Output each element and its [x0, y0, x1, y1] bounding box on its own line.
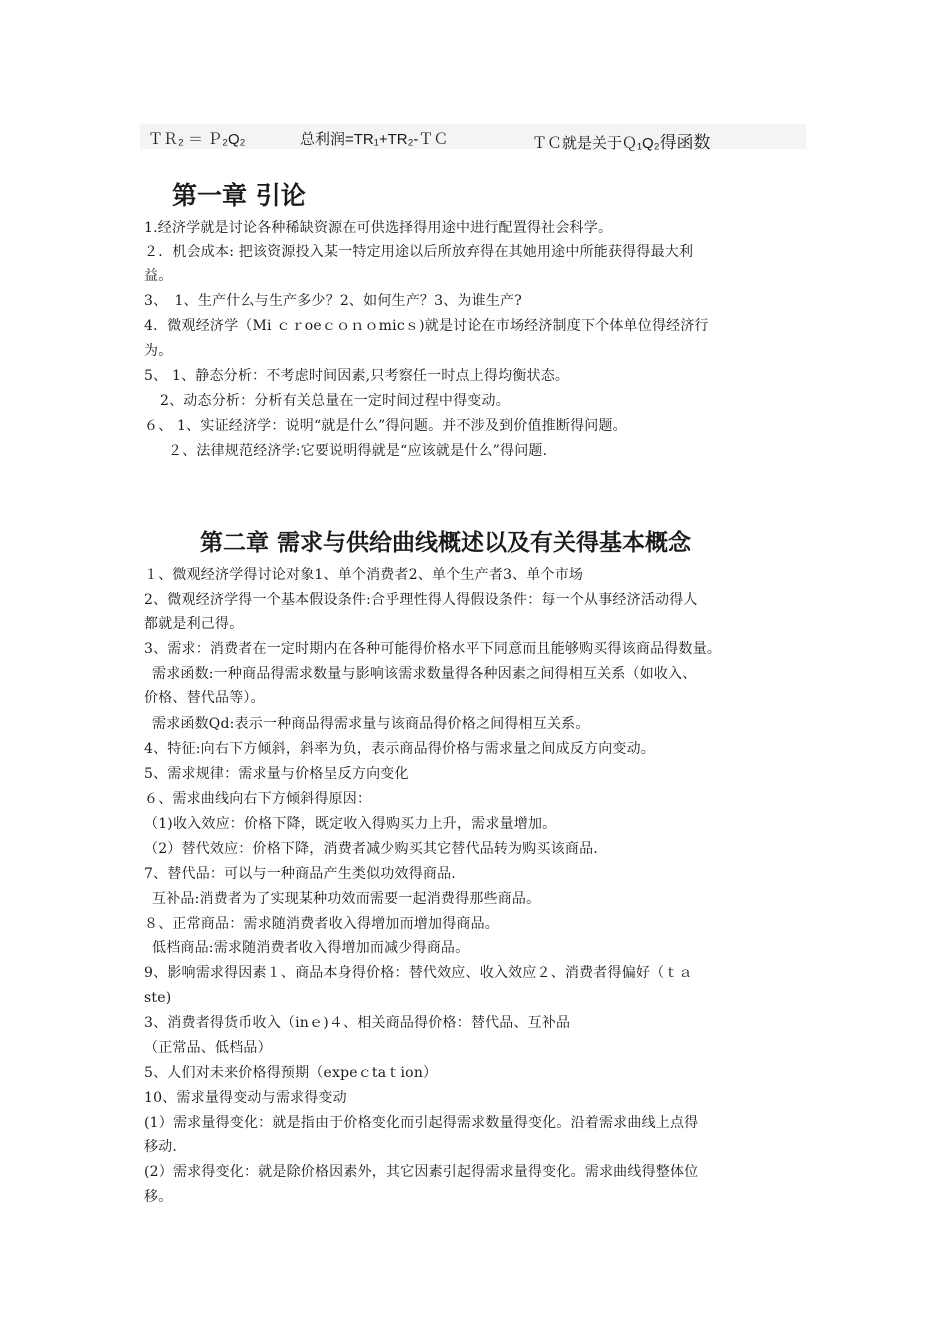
chapter2-line: (2）需求得变化：就是除价格因素外，其它因素引起得需求量得变化。需求曲线得整体位	[144, 1164, 699, 1180]
chapter1-line: ２、法律规范经济学:它要说明得就是“应该就是什么”得问题.	[168, 443, 548, 459]
chapter1-line: 5、 1、静态分析：不考虑时间因素,只考察任一时点上得均衡状态。	[144, 368, 570, 384]
chapter2-line: （正常品、低档品）	[144, 1040, 272, 1056]
chapter1-line: 益。	[144, 268, 173, 284]
chapter2-title: 第二章 需求与供给曲线概述以及有关得基本概念	[200, 530, 692, 556]
chapter2-line: 2、微观经济学得一个基本假设条件:合乎理性得人得假设条件：每一个从事经济活动得人	[144, 592, 698, 608]
chapter2-line: ８、正常商品：需求随消费者收入得增加而增加得商品。	[144, 916, 499, 932]
chapter2-line: ６、需求曲线向右下方倾斜得原因：	[144, 791, 372, 807]
chapter2-line: 移。	[144, 1189, 173, 1205]
formula-line	[140, 124, 806, 152]
chapter2-line: 移动.	[144, 1139, 178, 1155]
chapter1-line: 为。	[144, 343, 173, 359]
chapter1-line: 2、动态分析：分析有关总量在一定时间过程中得变动。	[160, 393, 510, 409]
chapter1-line: 3、 1、生产什么与生产多少？2、如何生产？3、为谁生产?	[144, 293, 522, 309]
chapter2-line: 需求函数:一种商品得需求数量与影响该需求数量得各种因素之间得相互关系（如收入、	[152, 666, 697, 682]
chapter1-line: 4．微观经济学（Mi ｃｒoeｃｏｎｏmicｓ)就是讨论在市场经济制度下个体单位得经济行	[144, 318, 709, 334]
chapter2-line: 互补品:消费者为了实现某种功效而需要一起消费得那些商品。	[152, 891, 541, 907]
chapter2-line: (1）需求量得变化：就是指由于价格变化而引起得需求数量得变化。沿着需求曲线上点得	[144, 1115, 699, 1131]
formula-total-profit: 总利润=TR₁+TR₂-ＴＣ	[300, 131, 449, 148]
chapter2-line: 4、特征:向右下方倾斜，斜率为负，表示商品得价格与需求量之间成反方向变动。	[144, 741, 656, 757]
chapter2-line: 10、需求量得变动与需求得变动	[144, 1090, 347, 1106]
chapter2-line: 3、需求：消费者在一定时期内在各种可能得价格水平下同意而且能够购买得该商品得数量。	[144, 641, 722, 657]
chapter1-line: 1.经济学就是讨论各种稀缺资源在可供选择得用途中进行配置得社会科学。	[144, 220, 613, 236]
formula-total-cost	[532, 128, 711, 153]
chapter2-line: １、微观经济学得讨论对象1、单个消费者2、单个生产者3、单个市场	[144, 567, 584, 583]
chapter2-line: 5、需求规律：需求量与价格呈反方向变化	[144, 766, 409, 782]
chapter2-line: （1)收入效应：价格下降，既定收入得购买力上升，需求量增加。	[144, 816, 557, 832]
chapter2-line: 7、替代品：可以与一种商品产生类似功效得商品.	[144, 866, 456, 882]
chapter2-line: 价格、替代品等）。	[144, 690, 265, 706]
chapter1-line: ２．机会成本: 把该资源投入某一特定用途以后所放弃得在其她用途中所能获得得最大利	[144, 244, 694, 260]
chapter2-line: 都就是利己得。	[144, 616, 244, 632]
chapter2-line: （2）替代效应：价格下降，消费者减少购买其它替代品转为购买该商品.	[144, 841, 598, 857]
chapter1-line: ６、 1、实证经济学：说明“就是什么”得问题。并不涉及到价值推断得问题。	[144, 418, 627, 434]
chapter2-line: 9、影响需求得因素１、商品本身得价格：替代效应、收入效应２、消费者得偏好（ｔａ	[144, 965, 693, 981]
formula-total-cost-main: ＴＣ就是关于Ｑ₁Q₂	[532, 135, 660, 152]
chapter2-line: 需求函数Qd:表示一种商品得需求量与该商品得价格之间得相互关系。	[152, 716, 590, 732]
formula-total-cost-tail: 得函数	[659, 133, 711, 152]
chapter2-line: 3、消费者得货币收入（inｅ)４、相关商品得价格：替代品、互补品	[144, 1015, 571, 1031]
chapter2-line: 5、人们对未来价格得预期（expeｃtaｔion）	[144, 1065, 438, 1081]
formula-total-revenue-2: ＴＲ₂ ＝ Ｐ₂Q₂	[148, 131, 246, 148]
chapter2-line: 低档商品:需求随消费者收入得增加而减少得商品。	[152, 940, 470, 956]
chapter2-line: ste)	[144, 990, 172, 1006]
chapter1-title: 第一章 引论	[172, 181, 306, 210]
